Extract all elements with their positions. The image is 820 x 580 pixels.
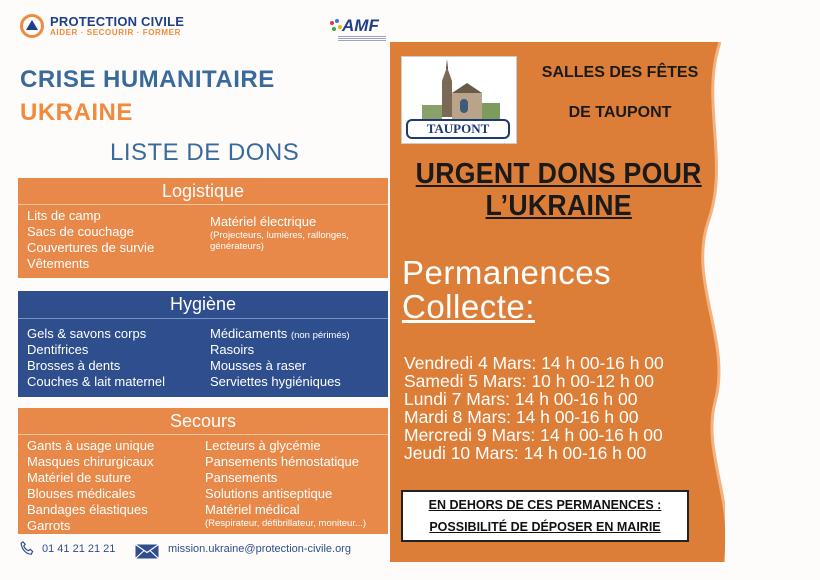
list-item: Dentifrices	[27, 342, 89, 357]
mail-icon	[135, 544, 159, 559]
list-item: Couvertures de survie	[27, 240, 155, 255]
urgent-line-2: L’UKRAINE	[485, 190, 632, 222]
list-item: Vêtements	[27, 256, 90, 271]
list-item: Pansements hémostatique	[205, 454, 359, 469]
protection-civile-logo	[20, 14, 184, 38]
schedule-item: Samedi 5 Mars: 10 h 00-12 h 00	[404, 371, 655, 391]
secours-left-list	[27, 438, 154, 534]
amf-name: AMF	[342, 16, 379, 35]
list-item: Lecteurs à glycémie	[205, 438, 321, 453]
hygiene-right-list	[210, 326, 350, 390]
amf-subtitle-lines	[338, 36, 386, 42]
phone-number[interactable]: 01 41 21 21 21	[42, 543, 116, 555]
list-item: Gels & savons corps	[27, 326, 147, 341]
logistique-right-list	[210, 214, 349, 252]
list-note: (Respirateur, défibrillateur, moniteur...)	[205, 518, 367, 529]
list-item: Lits de camp	[27, 208, 101, 223]
section-title: Logistique	[161, 181, 245, 201]
list-item: Garrots	[27, 518, 71, 533]
taupont-label: TAUPONT	[406, 119, 510, 139]
list-item: Mousses à raser	[210, 358, 307, 373]
list-item: Masques chirurgicaux	[27, 454, 154, 469]
schedule-item: Mardi 8 Mars: 14 h 00-16 h 00	[404, 407, 639, 427]
taupont-logo	[401, 56, 517, 144]
schedule-item: Mercredi 9 Mars: 14 h 00-16 h 00	[404, 425, 663, 445]
section-secours	[18, 408, 388, 534]
list-item: Brosses à dents	[27, 358, 121, 373]
list-item: Rasoirs	[210, 342, 255, 357]
list-item: Couches & lait maternel	[27, 374, 166, 389]
section-title: Hygiène	[18, 291, 388, 319]
schedule-item: Lundi 7 Mars: 14 h 00-16 h 00	[404, 389, 638, 409]
list-item: Matériel électrique	[210, 214, 317, 229]
permanences-line-2: Collecte:	[402, 288, 535, 325]
schedule-item: Vendredi 4 Mars: 14 h 00-16 h 00	[404, 353, 664, 373]
list-item: Serviettes hygiéniques	[210, 374, 341, 389]
list-item: Gants à usage unique	[27, 438, 155, 453]
section-logistique	[18, 178, 388, 278]
title-ukraine: UKRAINE	[20, 99, 133, 126]
protection-civile-emblem-icon	[20, 14, 44, 38]
urgent-heading	[400, 158, 717, 222]
hygiene-left-list	[27, 326, 165, 390]
list-item: Matériel médical	[205, 502, 300, 517]
notice-line-1: EN DEHORS DE CES PERMANENCES :	[428, 498, 662, 512]
title-donation-list: LISTE DE DONS	[110, 139, 300, 166]
section-hygiene	[18, 291, 388, 397]
list-item: Blouses médicales	[27, 486, 136, 501]
section-title: Secours	[169, 411, 237, 431]
urgent-line-1: URGENT DONS POUR	[415, 158, 702, 190]
venue-line-2: DE TAUPONT	[568, 104, 672, 121]
logistique-left-list	[27, 208, 154, 272]
schedule-item: Jeudi 10 Mars: 14 h 00-16 h 00	[404, 443, 647, 463]
schedule-list	[404, 354, 664, 462]
org-tagline: AIDER · SECOURIR · FORMER	[50, 27, 181, 37]
amf-emblem-icon	[330, 19, 342, 35]
permanences-line-1: Permanences	[402, 254, 612, 291]
venue-line-1: SALLES DES FÊTES	[541, 64, 699, 81]
mairie-notice-box	[401, 490, 689, 542]
list-item: Médicaments (non périmés)	[210, 326, 350, 341]
list-item: Pansements	[205, 470, 278, 485]
list-item: Solutions antiseptique	[205, 486, 333, 501]
permanences-heading	[402, 256, 611, 324]
title-crisis: CRISE HUMANITAIRE	[20, 66, 275, 93]
secours-right-list	[205, 438, 366, 529]
email-address[interactable]: mission.ukraine@protection-civile.org	[168, 543, 351, 555]
list-item: Sacs de couchage	[27, 224, 134, 239]
notice-line-2: POSSIBILITÉ DE DÉPOSER EN MAIRIE	[429, 520, 661, 534]
org-name: PROTECTION CIVILE	[50, 13, 185, 29]
list-note: (Projecteurs, lumières, rallonges,	[210, 230, 349, 241]
list-item: Bandages élastiques	[27, 502, 148, 517]
phone-icon	[18, 540, 36, 558]
amf-logo	[330, 16, 379, 36]
list-note: générateurs)	[210, 241, 264, 252]
list-item: Matériel de suture	[27, 470, 132, 485]
list-note: (non périmés)	[290, 330, 350, 341]
